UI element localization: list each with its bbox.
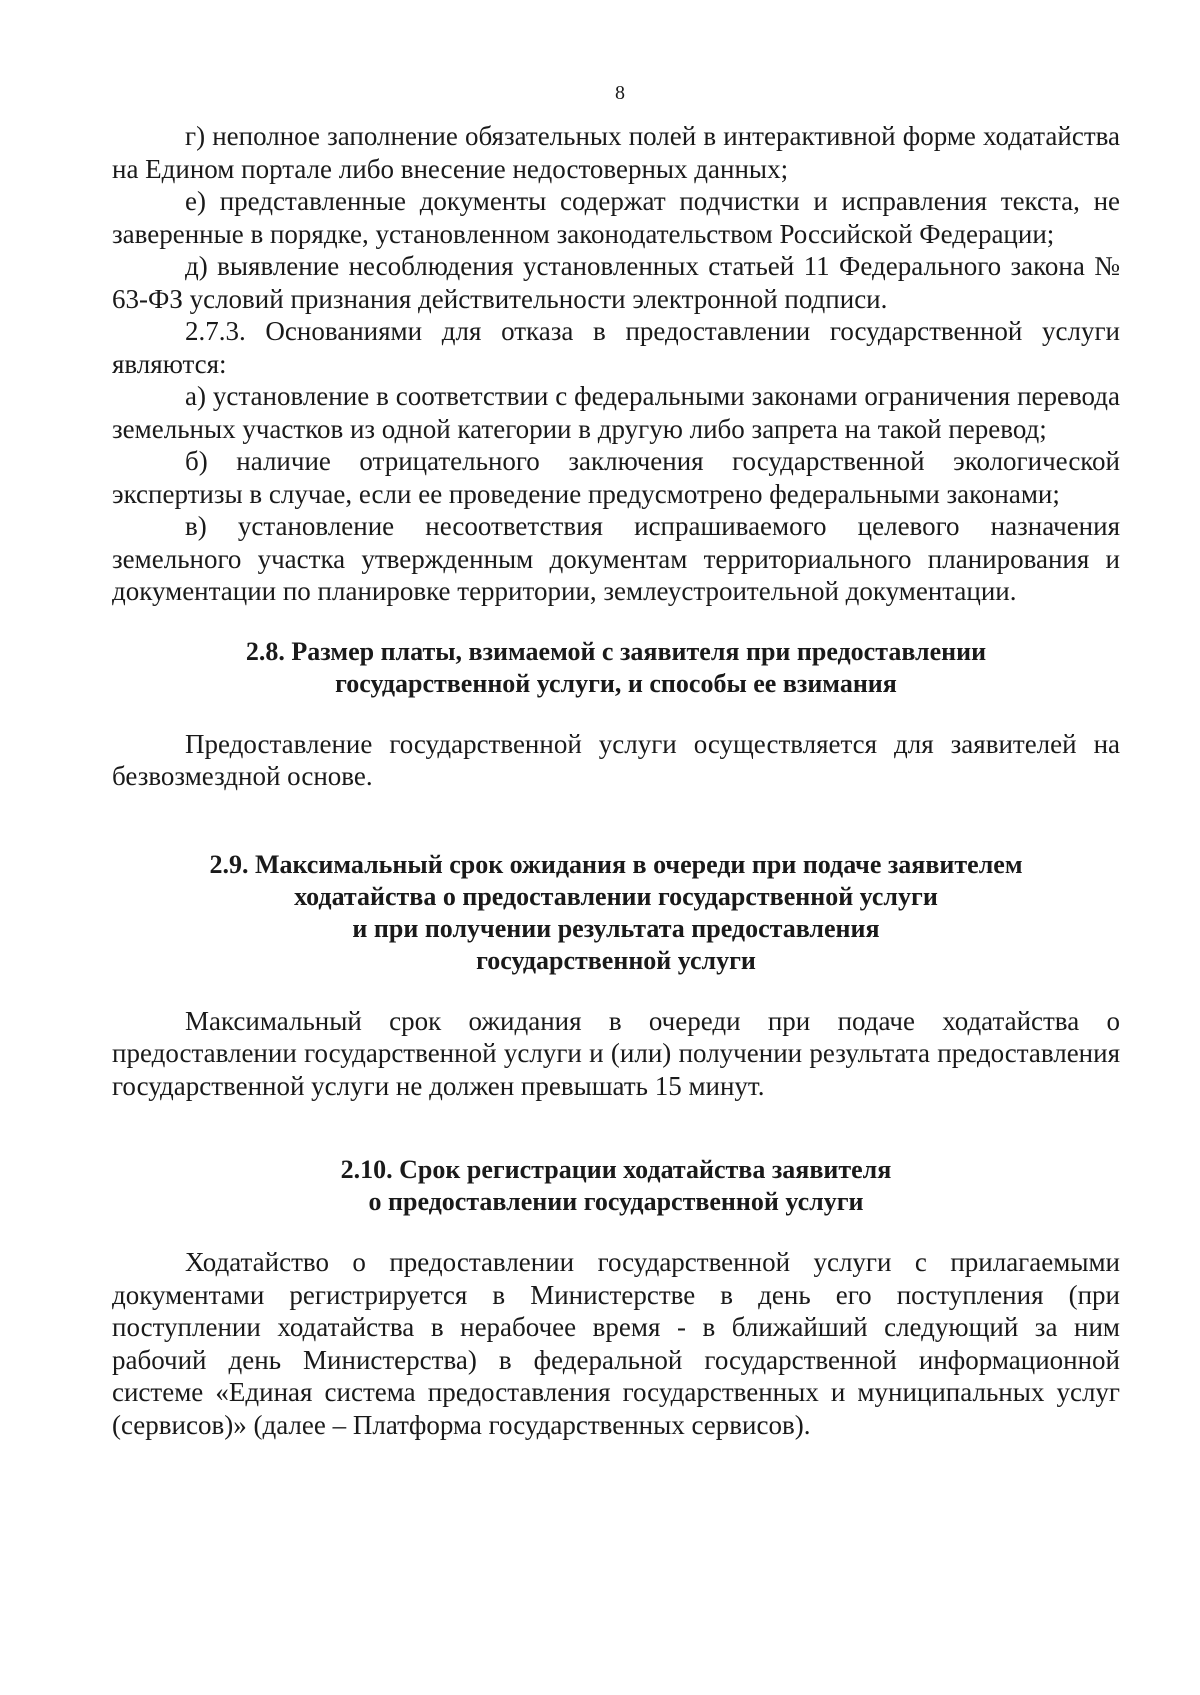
paragraph-item-b: б) наличие отрицательного заключения государственной экологической экспертизы в случае, если ее проведение предусмотрено федеральными законами; [112, 446, 1120, 509]
paragraph-item-a: а) установление в соответствии с федеральными законами ограничения перевода земельных участков из одной категории в другую либо запрета на такой перевод; [112, 381, 1120, 444]
heading-line: и при получении результата предоставления [352, 913, 880, 943]
heading-line: 2.9. Максимальный срок ожидания в очереди при подаче заявителем [209, 849, 1023, 879]
section-heading-2-10 [112, 1154, 1120, 1218]
paragraph-2-7-3: 2.7.3. Основаниями для отказа в предоставлении государственной услуги являются: [112, 316, 1120, 379]
heading-line: 2.10. Срок регистрации ходатайства заявителя [340, 1155, 892, 1184]
page-number: 8 [615, 82, 625, 104]
document-body [112, 120, 1120, 1441]
paragraph-item-e: е) представленные документы содержат подчистки и исправления текста, не заверенные в порядке, установленном законодательством Российской Федерации; [112, 186, 1120, 249]
heading-line: ходатайства о предоставлении государственной услуги [294, 881, 938, 911]
section-2-8-text: Предоставление государственной услуги осуществляется для заявителей на безвозмездной основе. [112, 728, 1120, 791]
section-2-10-text: Ходатайство о предоставлении государственной услуги с прилагаемыми документами регистрируется в Министерстве в день его поступления (при поступлении ходатайства в нерабочее время - в ближайший следующий за ним рабочий день Министерства) в федеральной государственной информационной системе «Единая система предоставления государственных и муниципальных услуг (сервисов)» (далее – Платформа государственных сервисов). [112, 1247, 1120, 1440]
heading-line: государственной услуги [476, 945, 756, 975]
section-2-9-text: Максимальный срок ожидания в очереди при подаче ходатайства о предоставлении государственной услуги и (или) получении результата предоставления государственной услуги не должен превышать 15 минут. [112, 1005, 1120, 1101]
paragraph-item-g: г) неполное заполнение обязательных полей в интерактивной форме ходатайства на Едином портале либо внесение недостоверных данных; [112, 121, 1120, 184]
section-heading-2-9 [112, 849, 1120, 977]
heading-line: государственной услуги, и способы ее взимания [335, 668, 897, 698]
paragraph-item-v: в) установление несоответствия испрашиваемого целевого назначения земельного участка утвержденным документам территориального планирования и документации по планировке территории, землеустроительной документации. [112, 511, 1120, 606]
paragraph-item-d: д) выявление несоблюдения установленных статьей 11 Федерального закона № 63-ФЗ условий признания действительности электронной подписи. [112, 251, 1120, 314]
section-heading-2-8 [112, 636, 1120, 700]
heading-line: 2.8. Размер платы, взимаемой с заявителя при предоставлении [245, 636, 987, 666]
heading-line: о предоставлении государственной услуги [368, 1187, 864, 1216]
